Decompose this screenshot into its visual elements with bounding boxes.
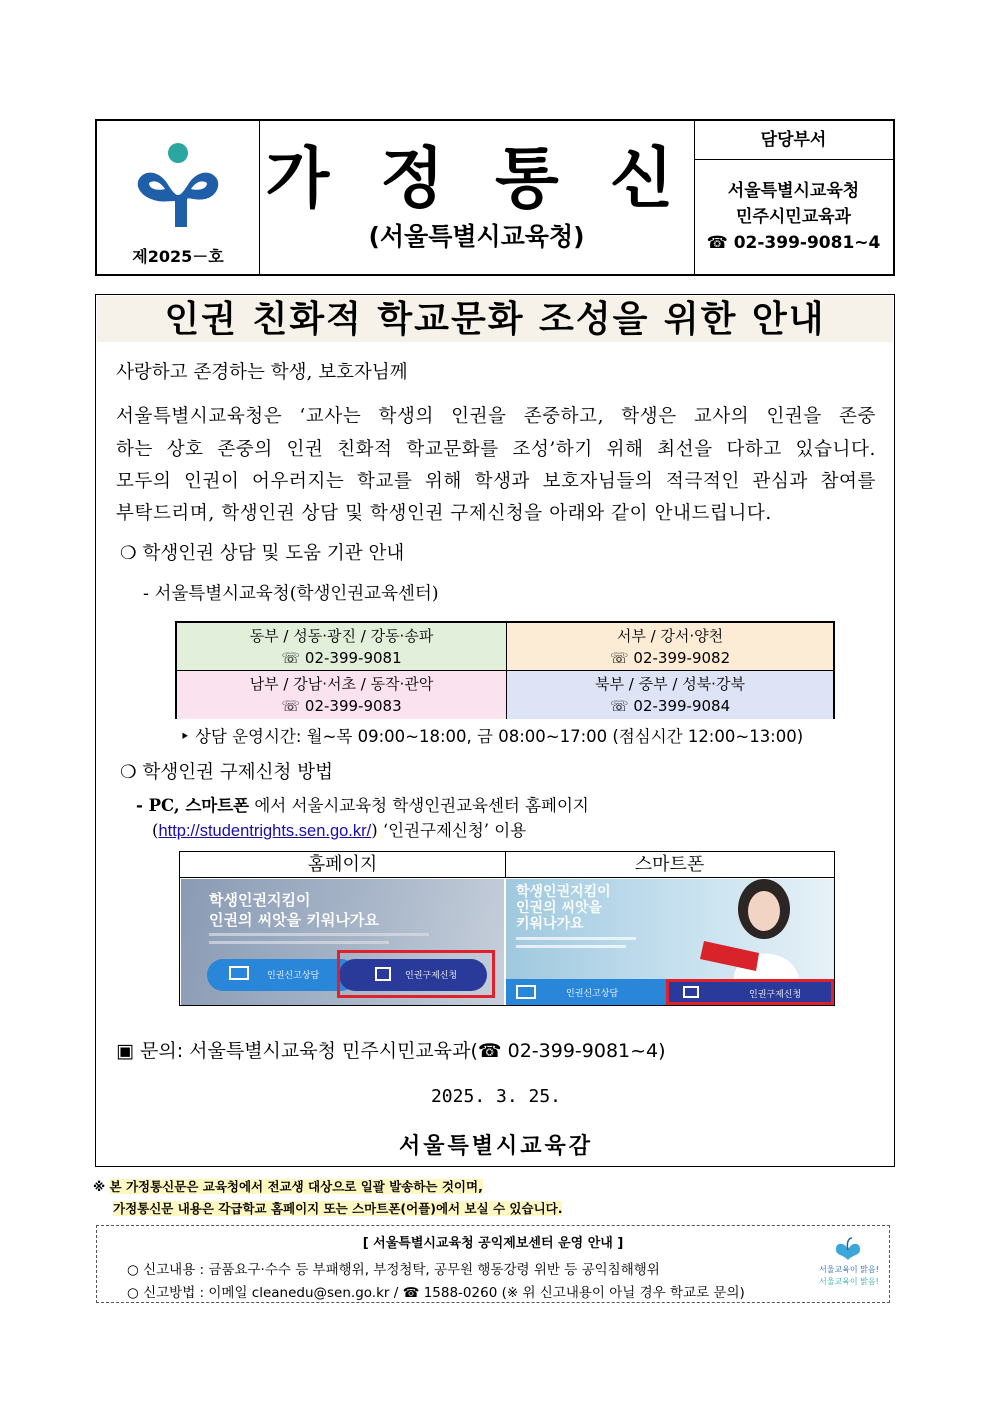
logo-cell [97,121,260,274]
report-button-label: 인권신고상담 [267,971,320,981]
contact-phone: ☏ 02-399-9081 [281,649,402,667]
monitor-icon [516,985,536,999]
logo-slogan-2: 서울교육이 밝음! [819,1277,879,1286]
intro-line: 모두의 인권이 어우러지는 학교를 위해 학생과 보호자님들의 적극적인 관심과 참여를 [116,471,876,492]
url-suffix: ) ‘인권구제신청’ 이용 [371,821,527,840]
method-description: 에서 서울시교육청 학생인권교육센터 홈페이지 [249,796,589,815]
department-phone: ☎ 02-399-9081~4 [706,233,881,253]
inquiry-line: ▣ 문의: 서울특별시교육청 민주시민교육과(☎ 02-399-9081~4) [116,1040,666,1062]
greeting: 사랑하고 존경하는 학생, 보호자님께 [116,362,408,383]
phone-shot-subtitle2: 키워나가요 [516,916,584,932]
method-devices: - PC, 스마트폰 [136,796,250,815]
column-smartphone: 스마트폰 [505,852,834,878]
clean-education-logo [819,1236,881,1296]
student-rights-link[interactable]: http://studentrights.sen.go.kr/ [158,822,372,840]
contact-area: 북부 / 중부 / 성북·강북 [595,675,745,693]
issue-date: 2025. 3. 25. [430,1086,562,1107]
distribution-notice [93,1177,483,1195]
report-button-label: 인권신고상담 [566,989,619,999]
whistleblower-content: ○ 신고내용 : 금품요구·수수 등 부패행위, 부정청탁, 공무원 행동강령 위반 등 공익침해행위 [127,1262,660,1278]
homepage-shot-text-line [209,933,429,936]
department-division: 민주시민교육과 [736,207,851,227]
paren-open: ( [152,821,159,840]
phone-shot-text-line [516,945,626,948]
column-homepage: 홈페이지 [180,852,506,878]
phone-shot-title: 학생인권지킴이 [516,884,611,900]
phone-remedy-button[interactable] [666,979,834,1005]
superintendent-signature: 서울특별시교육감 [398,1134,594,1159]
screenshot-table [179,851,835,1006]
homepage-screenshot [181,879,504,1005]
intro-line: 하는 상호 존중의 인권 친화적 학교문화를 조성’하기 위해 최선을 다하고 있습니다. [116,439,876,460]
whistleblower-method: ○ 신고방법 : 이메일 cleanedu@sen.go.kr / ☎ 1588-0260 (※ 위 신고내용이 아닐 경우 학교로 문의) [127,1285,745,1301]
whistleblower-title: [ 서울특별시교육청 공익제보센터 운영 안내 ] [362,1236,624,1251]
section2-method-line [136,792,589,816]
section2-heading: ❍ 학생인권 구제신청 방법 [120,762,333,783]
distribution-notice-2 [113,1199,562,1217]
department-cell [694,121,893,274]
phone-shot-text-line [516,937,636,940]
title-cell [259,121,695,274]
contact-west [507,623,833,671]
notice-line2: 가정통신문 내용은 각급학교 홈페이지 또는 스마트폰(어플)에서 보실 수 있습니다. [113,1201,563,1216]
seoul-education-logo [127,131,227,231]
homepage-shot-subtitle: 인권의 씨앗을 키워나가요 [209,911,379,929]
homepage-report-button[interactable] [207,959,357,991]
whistleblower-box [96,1225,890,1303]
section2-url-line [152,817,526,841]
intro-line: 부탁드리며, 학생인권 상담 및 학생인권 구제신청을 아래와 같이 안내드립니다. [116,503,772,524]
monitor-icon [229,966,249,980]
section1-heading: ❍ 학생인권 상담 및 도움 기관 안내 [120,543,405,564]
remedy-button-label: 인권구제신청 [749,990,802,1000]
department-label: 담당부서 [694,121,893,160]
contact-area: 서부 / 강서·양천 [616,627,724,645]
newsletter-header [95,119,895,276]
contact-phone: ☏ 02-399-9083 [281,697,402,715]
smartphone-screenshot [506,879,834,1005]
notice-mark: ※ [93,1179,106,1194]
remedy-highlight-box [337,950,495,998]
contact-north [507,671,833,719]
newsletter-subtitle: (서울특별시교육청) [368,222,585,251]
homepage-shot-text-line [209,941,389,944]
logo-slogan-1: 서울교육이 맑음! [819,1265,879,1274]
document-icon [683,986,699,998]
contact-area: 동부 / 성동·광진 / 강동·송파 [249,627,434,645]
contact-south [177,671,507,719]
homepage-shot-title: 학생인권지킴이 [209,891,311,909]
issue-number: 제2025－호 [132,247,224,266]
department-office: 서울특별시교육청 [727,181,860,201]
contact-phone: ☏ 02-399-9082 [609,649,731,667]
counseling-hours: ‣ 상담 운영시간: 월~목 09:00~18:00, 금 08:00~17:00 (점심시간 12:00~13:00) [180,727,804,746]
section1-subheading: - 서울특별시교육청(학생인권교육센터) [143,584,439,604]
phone-report-button[interactable] [506,979,666,1005]
butterfly-icon [833,1236,863,1262]
intro-line: 서울특별시교육청은 ‘교사는 학생의 인권을 존중하고, 학생은 교사의 인권을 존중 [116,406,876,427]
remedy-button-label: 인권구제신청 [405,971,458,981]
newsletter-title: 가 정 통 신 [265,140,688,217]
contact-table [175,621,835,719]
notice-banner: 인권 친화적 학교문화 조성을 위한 안내 [97,296,893,342]
phone-shot-subtitle: 인권의 씨앗을 [516,900,603,916]
student-photo [664,879,834,979]
notice-line1: 본 가정통신문은 교육청에서 전교생 대상으로 일괄 발송하는 것이며, [109,1179,483,1194]
contact-phone: ☏ 02-399-9084 [609,697,731,715]
contact-east [177,623,507,671]
contact-area: 남부 / 강남·서초 / 동작·관악 [249,675,434,693]
